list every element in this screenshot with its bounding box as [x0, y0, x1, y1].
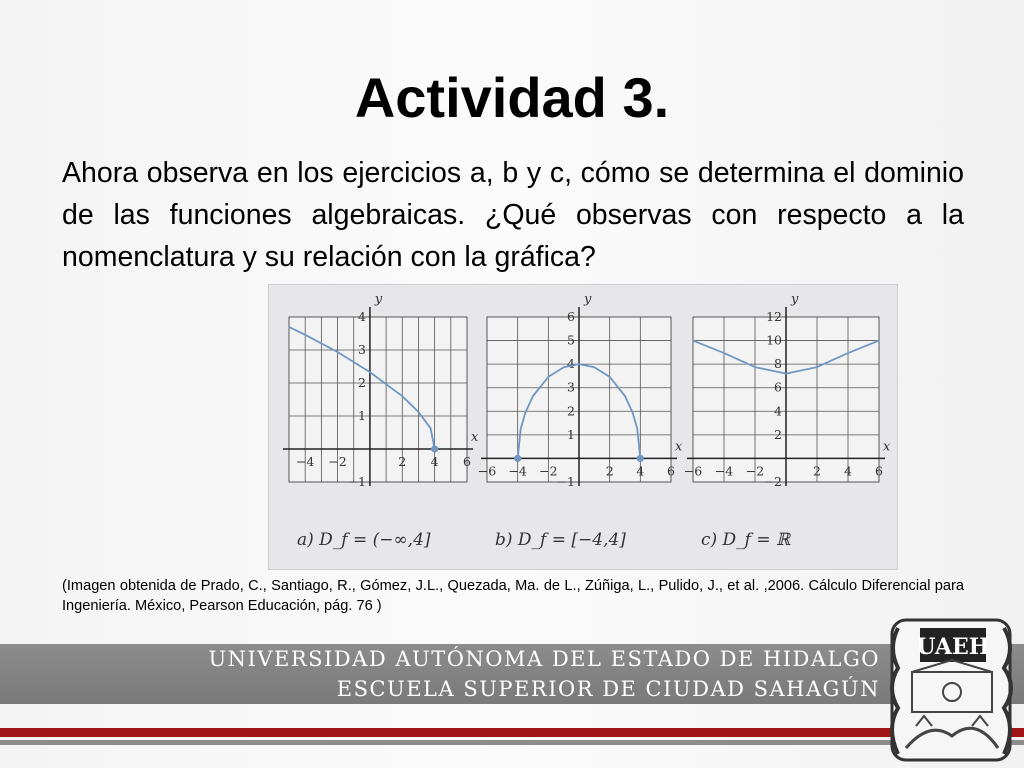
x-tick-label: 2: [605, 463, 614, 479]
x-axis-label: x: [675, 439, 683, 455]
x-tick-label: −6: [683, 463, 703, 479]
x-tick-label: 4: [844, 463, 852, 479]
slide-title: Actividad 3.: [354, 66, 670, 129]
y-tick-label: 3: [357, 342, 366, 357]
grey-stripe: [0, 740, 1024, 745]
y-tick-label: 8: [774, 356, 782, 372]
image-citation: (Imagen obtenida de Prado, C., Santiago, R., Gómez, J.L., Quezada, Ma. de L., Zúñiga, L., Pulido, J., et al. ,2006. Cálculo Diferencial para Ingeniería. México, Pearson Educación, pág. 76 ): [62, 578, 964, 614]
y-axis-label: y: [791, 292, 799, 307]
y-tick-label: 5: [567, 332, 575, 348]
red-stripe: [0, 728, 1024, 737]
graph-frame: [289, 317, 467, 482]
uaeh-seal-logo: [880, 608, 1024, 768]
graph-caption: a) D_f = (−∞,4]: [297, 530, 431, 550]
x-tick-label: 6: [667, 463, 675, 479]
school-name: ESCUELA SUPERIOR DE CIUDAD SAHAGÚN: [336, 677, 880, 701]
x-tick-label: 2: [813, 463, 821, 479]
graph-caption: b) D_f = [−4,4]: [495, 530, 626, 550]
x-tick-label: −2: [539, 463, 558, 479]
graphs-svg: [269, 285, 897, 569]
domain-endpoint: [431, 445, 438, 452]
seal-text: UAEH: [916, 634, 990, 660]
x-tick-label: −4: [295, 454, 315, 469]
y-tick-label: 3: [567, 379, 575, 395]
y-tick-label: 6: [774, 379, 782, 395]
y-axis-label: y: [584, 292, 592, 307]
x-tick-label: −2: [745, 463, 765, 479]
x-tick-label: −4: [508, 463, 527, 479]
y-tick-label: 2: [774, 426, 782, 442]
x-tick-label: −2: [328, 454, 347, 469]
y-tick-label: 2: [567, 403, 575, 419]
activity-instructions: Ahora observa en los ejercicios a, b y c, cómo se determina el dominio de las funciones algebraicas. ¿Qué observas con respecto a la nomenclatura y su relación con la gráfica?: [62, 157, 964, 273]
x-tick-label: 4: [636, 463, 645, 479]
y-tick-label: −2: [763, 474, 782, 489]
y-tick-label: 1: [567, 426, 575, 442]
domain-endpoint: [637, 455, 644, 462]
y-tick-label: 4: [567, 356, 575, 372]
x-tick-label: 2: [398, 454, 407, 469]
y-tick-label: 4: [774, 403, 782, 419]
graph-3: [684, 292, 891, 550]
x-tick-label: 6: [875, 463, 883, 479]
y-tick-label: −1: [347, 474, 366, 489]
footer-band: [0, 644, 1024, 704]
y-tick-label: 4: [357, 309, 366, 324]
graph-2: [478, 292, 683, 550]
y-tick-label: 12: [766, 309, 782, 324]
x-tick-label: −6: [477, 463, 497, 479]
graph-caption: c) D_f = ℝ: [701, 530, 791, 550]
university-name: UNIVERSIDAD AUTÓNOMA DEL ESTADO DE HIDALGO: [208, 647, 880, 671]
y-tick-label: 10: [766, 332, 782, 348]
x-tick-label: 6: [463, 454, 471, 469]
graph-1: [283, 292, 479, 550]
domain-endpoint: [514, 455, 521, 462]
y-tick-label: −1: [556, 474, 575, 489]
y-tick-label: 1: [357, 408, 366, 423]
y-axis-label: y: [374, 292, 383, 307]
y-tick-label: 6: [567, 309, 575, 324]
x-axis-label: x: [471, 430, 479, 445]
y-tick-label: 2: [357, 375, 366, 390]
function-graphs-figure: [268, 284, 898, 570]
x-axis-label: x: [883, 439, 891, 455]
x-tick-label: 4: [430, 454, 439, 469]
x-tick-label: −4: [714, 463, 734, 479]
